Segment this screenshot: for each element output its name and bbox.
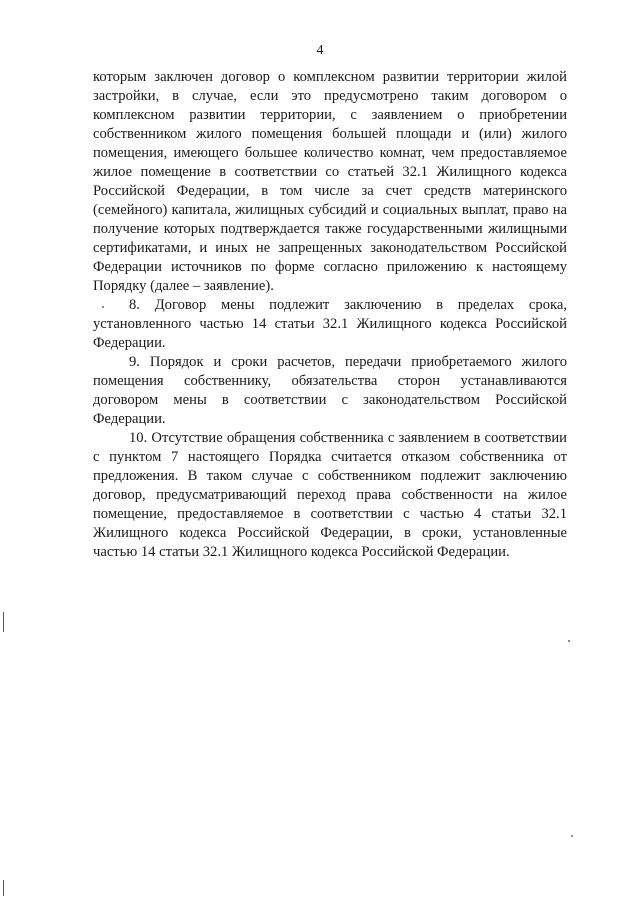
paragraph-item-10: 10. Отсутствие обращения собственника с заявлением в соответствии с пунктом 7 настоящего Порядка считается отказом собственника от предложения. В таком случае с собственником подлежит заключению договор, предусматривающий переход права собственности на жилое помещение, предоставляемое в соответствии с частью 4 статьи 32.1 Жилищного кодекса Российской Федерации, в сроки, установленные частью 14 статьи 32.1 Жилищного кодекса Российской Федерации. <box>93 430 567 560</box>
scan-dot-mark <box>571 835 573 837</box>
page-number: 4 <box>316 43 324 58</box>
document-body <box>93 68 567 562</box>
scan-edge-mark <box>3 880 4 896</box>
scan-edge-mark <box>3 612 4 632</box>
scan-dot-mark <box>102 306 104 308</box>
paragraph-item-9: 9. Порядок и сроки расчетов, передачи приобретаемого жилого помещения собственнику, обязательства сторон устанавливаются договором мены в соответствии с законодательством Российской Федерации. <box>93 354 567 427</box>
paragraph-continuation: которым заключен договор о комплексном развитии территории жилой застройки, в случае, если это предусмотрено таким договором о комплексном развитии территории, с заявлением о приобретении собственником жилого помещения большей площади и (или) жилого помещения, имеющего большее количество комнат, чем предоставляемое жилое помещение в соответствии со статьей 32.1 Жилищного кодекса Российской Федерации, в том числе за счет средств материнского (семейного) капитала, жилищных субсидий и социальных выплат, право на получение которых подтверждается также государственными жилищными сертификатами, и иных не запрещенных законодательством Российской Федерации источников по форме согласно приложению к настоящему Порядку (далее – заявление). <box>93 69 567 294</box>
paragraph-item-8: 8. Договор мены подлежит заключению в пределах срока, установленного частью 14 статьи 32.1 Жилищного кодекса Российской Федерации. <box>93 297 567 351</box>
scan-dot-mark <box>568 640 570 642</box>
